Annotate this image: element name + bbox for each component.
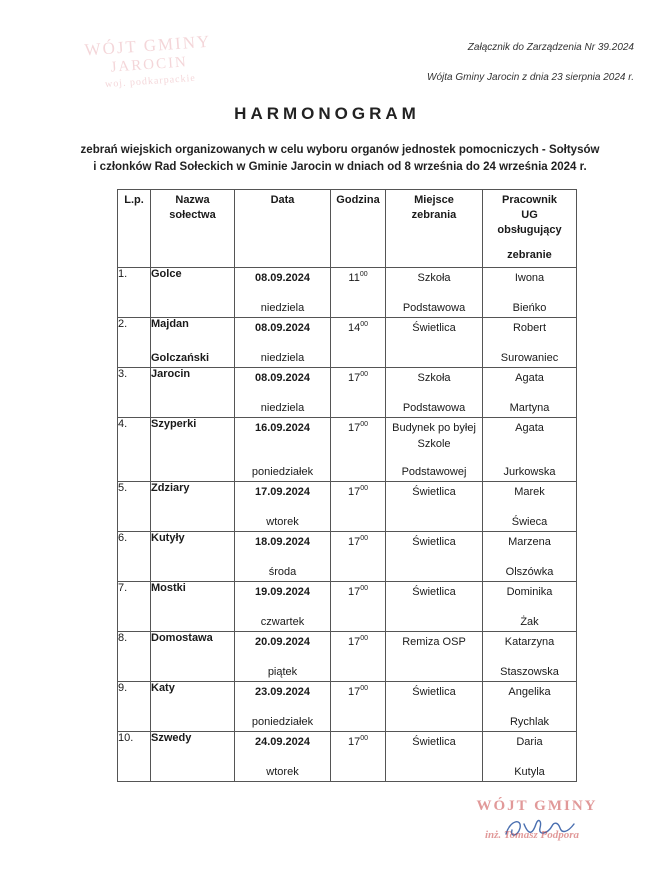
meeting-time: $17^{00}$ xyxy=(331,532,386,582)
staff-member: Robert Surowaniec xyxy=(483,318,577,368)
village-name: Majdan Golczański xyxy=(151,318,235,368)
staff-member: Katarzyna Staszowska xyxy=(483,632,577,682)
staff-member: Agata Martyna xyxy=(483,368,577,418)
staff-member: Agata Jurkowska xyxy=(483,418,577,482)
table-row xyxy=(118,732,577,782)
meeting-date: 08.09.2024 niedziela xyxy=(235,318,331,368)
row-number: 10. xyxy=(118,732,151,782)
village-name: Golce xyxy=(151,268,235,318)
header-place: Miejsce zebrania xyxy=(386,190,483,268)
table-row xyxy=(118,318,577,368)
meeting-place: Świetlica xyxy=(386,482,483,532)
row-number: 8. xyxy=(118,632,151,682)
table-row xyxy=(118,482,577,532)
meeting-time: $14^{00}$ xyxy=(331,318,386,368)
header-time: Godzina xyxy=(331,190,386,268)
header-name: Nazwa sołectwa xyxy=(151,190,235,268)
meeting-place: Szkoła Podstawowa xyxy=(386,268,483,318)
meeting-place: Świetlica xyxy=(386,682,483,732)
village-name: Szyperki xyxy=(151,418,235,482)
meeting-time: $17^{00}$ xyxy=(331,368,386,418)
meeting-date: 08.09.2024 niedziela xyxy=(235,368,331,418)
meeting-place: Świetlica xyxy=(386,582,483,632)
header-lp: L.p. xyxy=(118,190,151,268)
meeting-time: $17^{00}$ xyxy=(331,732,386,782)
staff-member: Daria Kutyla xyxy=(483,732,577,782)
village-name: Domostawa xyxy=(151,632,235,682)
table-row xyxy=(118,682,577,732)
meeting-place: Świetlica xyxy=(386,732,483,782)
village-name: Zdziary xyxy=(151,482,235,532)
meeting-date: 17.09.2024 wtorek xyxy=(235,482,331,532)
table-row xyxy=(118,268,577,318)
row-number: 1. xyxy=(118,268,151,318)
meeting-date: 23.09.2024 poniedziałek xyxy=(235,682,331,732)
row-number: 3. xyxy=(118,368,151,418)
subtitle-line1: zebrań wiejskich organizowanych w celu wyboru organów jednostek pomocniczych - Sołtysów xyxy=(80,144,600,156)
document-subtitle xyxy=(60,142,620,176)
document-title: HARMONOGRAM xyxy=(234,104,420,123)
table-row xyxy=(118,632,577,682)
staff-member: Dominika Żak xyxy=(483,582,577,632)
stamp-top-line2: JAROCIN xyxy=(110,54,189,76)
meeting-place: Świetlica xyxy=(386,318,483,368)
stamp-top-line3: woj. podkarpackie xyxy=(104,72,197,91)
meeting-date: 20.09.2024 piątek xyxy=(235,632,331,682)
meeting-date: 08.09.2024 niedziela xyxy=(235,268,331,318)
official-stamp-top xyxy=(62,30,235,93)
attachment-note: Załącznik do Zarządzenia Nr 39.2024 xyxy=(467,42,634,53)
meeting-place: Budynek po byłej Szkole Podstawowej xyxy=(386,418,483,482)
stamp-bottom-line1: WÓJT GMINY xyxy=(476,798,598,814)
meeting-date: 24.09.2024 wtorek xyxy=(235,732,331,782)
meeting-date: 16.09.2024 poniedziałek xyxy=(235,418,331,482)
row-number: 5. xyxy=(118,482,151,532)
village-name: Jarocin xyxy=(151,368,235,418)
meeting-time: $17^{00}$ xyxy=(331,418,386,482)
official-stamp-bottom xyxy=(462,798,612,841)
row-number: 2. xyxy=(118,318,151,368)
row-number: 7. xyxy=(118,582,151,632)
header-date: Data xyxy=(235,190,331,268)
schedule-table xyxy=(117,189,577,782)
meeting-time: $17^{00}$ xyxy=(331,632,386,682)
staff-member: Angelika Rychlak xyxy=(483,682,577,732)
table-row xyxy=(118,582,577,632)
stamp-top-line1: WÓJT GMINY xyxy=(83,31,212,60)
meeting-time: $17^{00}$ xyxy=(331,582,386,632)
meeting-date: 18.09.2024 środa xyxy=(235,532,331,582)
village-name: Katy xyxy=(151,682,235,732)
table-row xyxy=(118,418,577,482)
table-row xyxy=(118,532,577,582)
village-name: Kutyły xyxy=(151,532,235,582)
meeting-date: 19.09.2024 czwartek xyxy=(235,582,331,632)
row-number: 9. xyxy=(118,682,151,732)
issuer-note: Wójta Gminy Jarocin z dnia 23 sierpnia 2024 r. xyxy=(427,72,634,83)
header-worker: Pracownik UG obsługujący zebranie xyxy=(483,190,577,268)
meeting-time: $11^{00}$ xyxy=(331,268,386,318)
meeting-time: $17^{00}$ xyxy=(331,482,386,532)
staff-member: Marzena Olszówka xyxy=(483,532,577,582)
meeting-place: Szkoła Podstawowa xyxy=(386,368,483,418)
row-number: 6. xyxy=(118,532,151,582)
staff-member: Marek Świeca xyxy=(483,482,577,532)
village-name: Szwedy xyxy=(151,732,235,782)
staff-member: Iwona Bieńko xyxy=(483,268,577,318)
village-name: Mostki xyxy=(151,582,235,632)
table-header-row xyxy=(118,190,577,268)
table-row xyxy=(118,368,577,418)
subtitle-line2: i członków Rad Sołeckich w Gminie Jarocin w dniach od 8 września do 24 września 2024 r. xyxy=(93,161,587,173)
meeting-place: Remiza OSP xyxy=(386,632,483,682)
stamp-bottom-line2: inż. Tomasz Podpora xyxy=(484,829,580,841)
row-number: 4. xyxy=(118,418,151,482)
meeting-place: Świetlica xyxy=(386,532,483,582)
meeting-time: $17^{00}$ xyxy=(331,682,386,732)
